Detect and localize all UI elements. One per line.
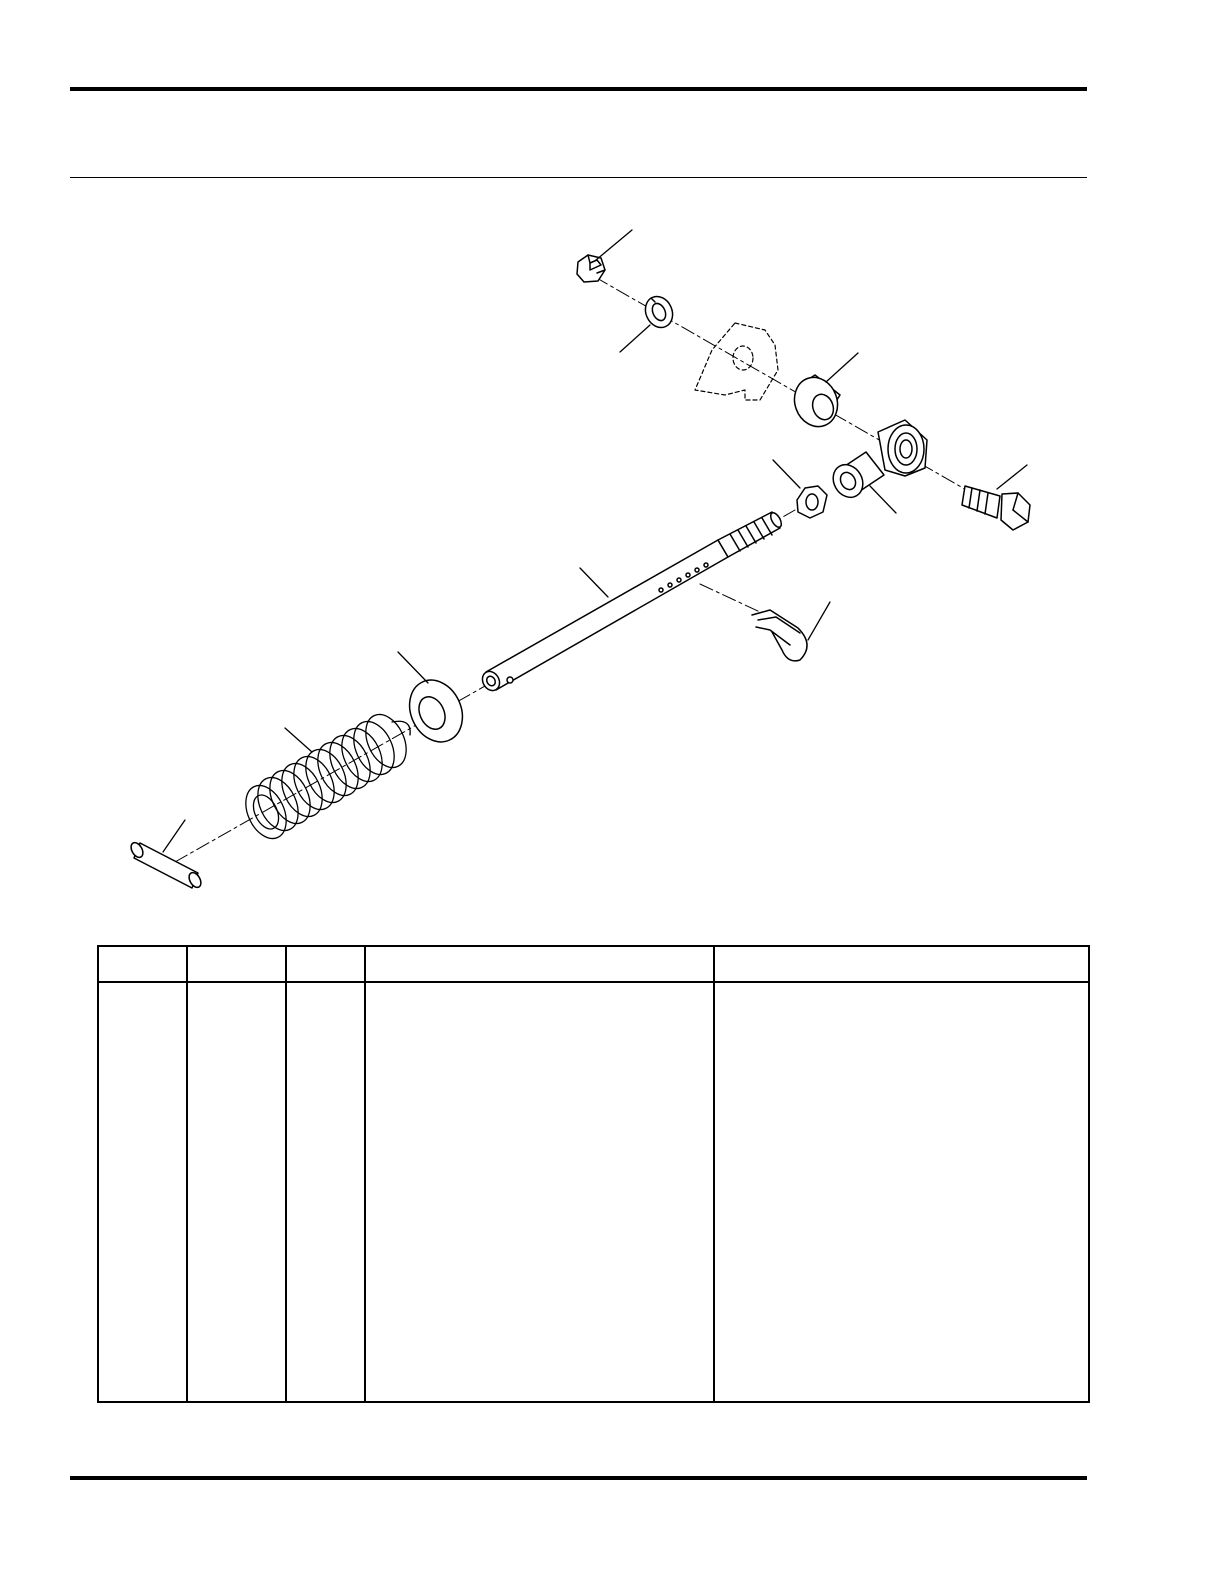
table-cell [98,982,187,1402]
table-cell [187,982,286,1402]
table-header-row [98,946,1089,982]
adjusting-rod [479,511,783,694]
rod-end [878,420,927,476]
table-cell [286,982,365,1402]
hex-nut [577,255,605,282]
footer-rule [70,1476,1087,1480]
header-bottom-rule [70,177,1087,178]
table-cell [714,982,1089,1402]
bushing [827,452,884,503]
table-header-cell [286,946,365,982]
hairpin-cotter-pin [752,610,807,661]
exploded-parts-diagram [0,200,1224,920]
hex-bolt [962,486,1030,530]
leader-lines [163,230,1027,852]
jam-nut [797,486,827,518]
compression-spring [238,708,414,845]
spacer [788,371,845,432]
table-row [98,982,1089,1402]
lock-washer [640,292,677,332]
table-header-cell [187,946,286,982]
parts-list-table [97,945,1090,1403]
header-top-rule [70,87,1087,91]
table-cell [365,982,714,1402]
table-header-cell [365,946,714,982]
bracket-phantom [695,323,778,400]
table-header-cell [98,946,187,982]
flat-washer [400,671,472,750]
table-header-cell [714,946,1089,982]
